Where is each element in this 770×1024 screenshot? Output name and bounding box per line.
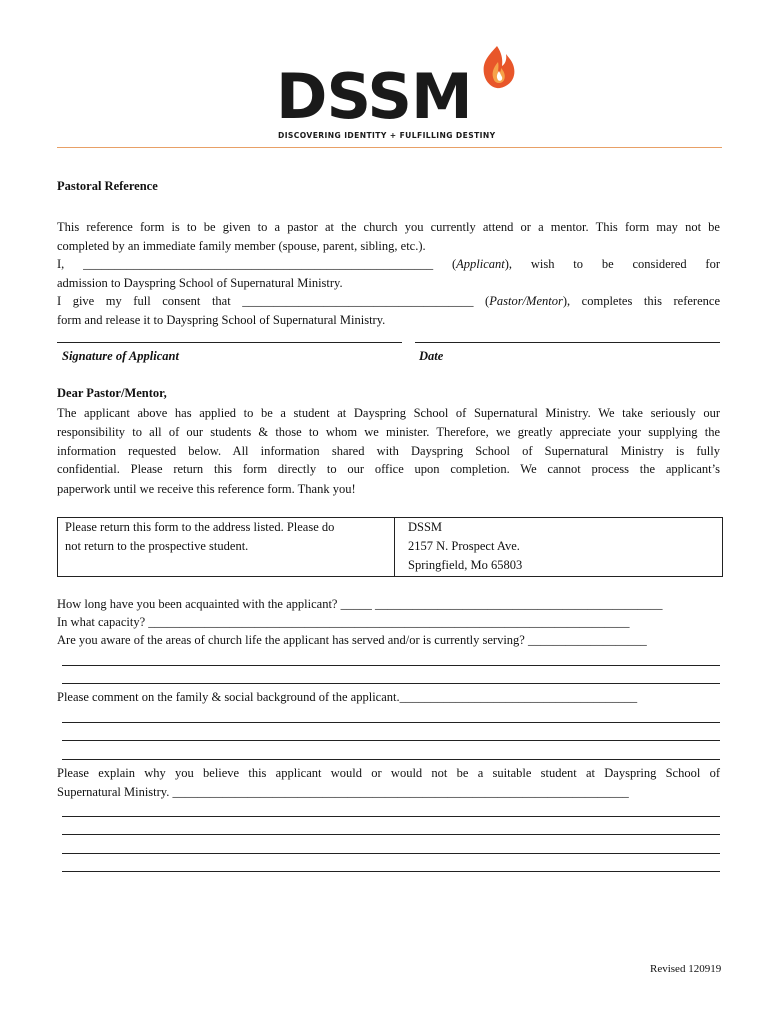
question-suitability-line-2[interactable]: Supernatural Ministry. _________________________________________________________________________ (57, 785, 629, 799)
return-note-line-2: not return to the prospective student. (65, 539, 249, 553)
letter-line-1: The applicant above has applied to be a student at Dayspring School of Supernatural Ministry. We take seriously our (57, 406, 720, 420)
address-line-3: Springfield, Mo 65803 (408, 558, 523, 572)
applicant-suffix: ), wish to be considered for (504, 257, 720, 271)
letter-line-3: information requested below. All information shared with Dayspring School of Supernatural Ministry is fully (57, 444, 720, 458)
logo-wordmark: DSSM (276, 60, 472, 133)
applicant-role: Applicant (456, 257, 505, 271)
return-note-line-1: Please return this form to the address listed. Please do (65, 520, 335, 534)
question-capacity[interactable]: In what capacity? _____________________________________________________________________________ (57, 615, 630, 629)
return-info-box (57, 517, 723, 577)
answer-line[interactable] (62, 740, 720, 741)
address-line-1: DSSM (408, 520, 443, 534)
signature-line (57, 342, 402, 343)
answer-line[interactable] (62, 853, 720, 854)
question-suitability-line-1: Please explain why you believe this applicant would or would not be a suitable student at Dayspring School of (57, 766, 720, 780)
answer-line[interactable] (62, 683, 720, 684)
dssm-logo (270, 44, 530, 144)
applicant-name-line (57, 255, 720, 273)
applicant-prefix: I, ________________________________________________________ ( (57, 257, 457, 271)
consent-suffix: ), completes this reference (562, 294, 720, 308)
question-acquainted[interactable]: How long have you been acquainted with the applicant? _____ ______________________________________________ (57, 597, 663, 611)
consent-role: Pastor/Mentor (489, 294, 563, 308)
question-background[interactable]: Please comment on the family & social background of the applicant.______________________________________ (57, 690, 638, 704)
intro-line-2: completed by an immediate family member (spouse, parent, sibling, etc.). (57, 239, 426, 253)
answer-line[interactable] (62, 665, 720, 666)
revision-note: Revised 120919 (650, 963, 722, 975)
answer-line[interactable] (62, 722, 720, 723)
letter-line-4: confidential. Please return this form directly to our office upon completion. We cannot process the applicant’s (57, 462, 720, 476)
answer-line[interactable] (62, 834, 720, 835)
page-title: Pastoral Reference (57, 179, 158, 193)
address-line-2: 2157 N. Prospect Ave. (408, 539, 520, 553)
intro-line-4: admission to Dayspring School of Supernatural Ministry. (57, 276, 343, 290)
consent-line (57, 292, 720, 310)
answer-line[interactable] (62, 816, 720, 817)
date-line (415, 342, 720, 343)
intro-line-1: This reference form is to be given to a pastor at the church you currently attend or a mentor. This form may not be (57, 220, 720, 234)
letter-line-5: paperwork until we receive this reference form. Thank you! (57, 482, 356, 496)
intro-line-6: form and release it to Dayspring School of Supernatural Ministry. (57, 313, 386, 327)
letter-line-2: responsibility to all of our students & those to whom we minister. Therefore, we greatly appreciate your supplying the (57, 425, 720, 439)
answer-line[interactable] (62, 871, 720, 872)
header-divider (57, 147, 722, 148)
date-label: Date (419, 349, 444, 363)
letter-greeting: Dear Pastor/Mentor, (57, 386, 167, 400)
question-church-life[interactable]: Are you aware of the areas of church life the applicant has served and/or is currently serving? ___________________ (57, 633, 647, 647)
flame-icon (476, 44, 518, 90)
signature-label: Signature of Applicant (62, 349, 179, 363)
consent-prefix: I give my full consent that _____________________________________ ( (57, 294, 490, 308)
box-divider (394, 518, 395, 576)
answer-line[interactable] (62, 759, 720, 760)
logo-tagline: DISCOVERING IDENTITY + FULFILLING DESTINY (278, 131, 496, 140)
